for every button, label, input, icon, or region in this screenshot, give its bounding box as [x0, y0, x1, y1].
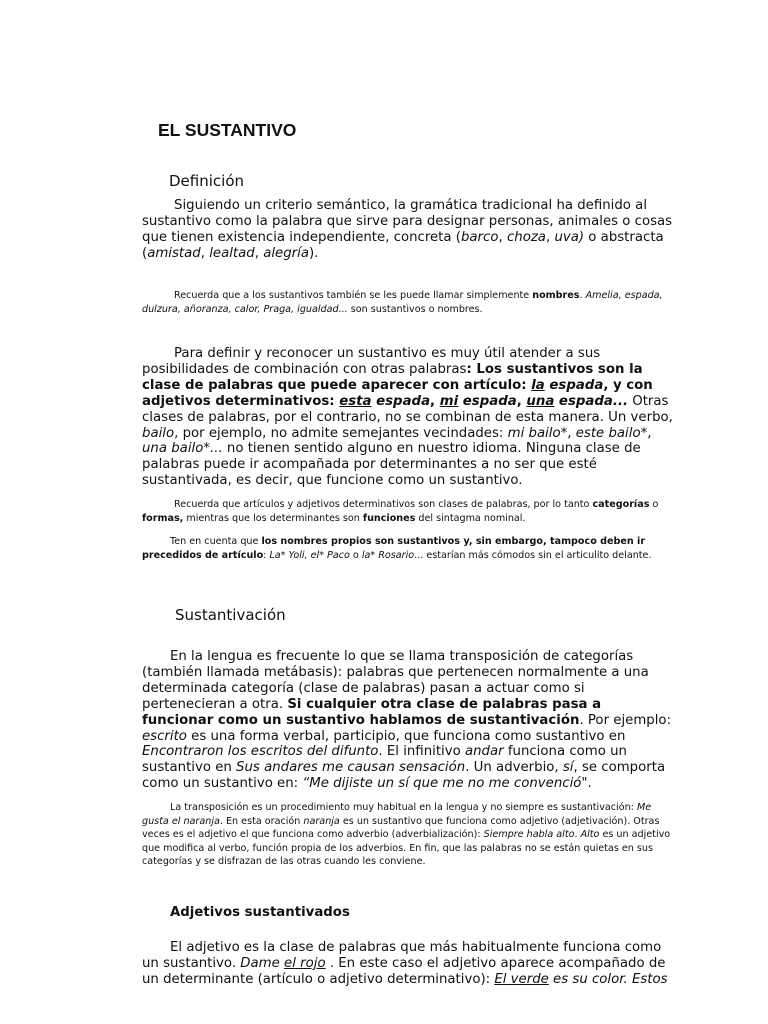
note-transposicion: La transposición es un procedimiento muy habitual en la lengua y no siempre es sustantivación: Me gusta el naranja. En esta oración naranja es un sustantivo que funciona como adjetivo (adjetivación). Otras veces es el adjetivo el que funciona como adverbio (adverbialización): Siempre habla alto. Alto es un adjetivo que modifica al verbo, función propia de los adverbios. En fin, que las palabras no se están quietas en sus categorías y se disfrazan de las otras cuando les conviene.: [142, 802, 671, 868]
section-heading-definicion: Definición: [169, 172, 244, 190]
note-nombres: Recuerda que a los sustantivos también se les puede llamar simplemente nombres. Amelia, espada, dulzura, añoranza, calor, Praga, igualdad... son sustantivos o nombres.: [142, 290, 663, 315]
sustantivacion-paragraph: En la lengua es frecuente lo que se llama transposición de categorías (también llamada metábasis): palabras que pertenecen normalmente a una determinada categoría (clase de palabras) pasan a actuar como si pertenecieran a otra. Si cualquier otra clase de palabras pasa a funcionar como un sustantivo hablamos de sustantivación. Por ejemplo: escrito es una forma verbal, participio, que funciona como sustantivo en Encontraron los escritos del difunto. El infinitivo andar funciona como un sustantivo en Sus andares me causan sensación. Un adverbio, sí, se comporta como un sustantivo en: “Me dijiste un sí que me no me convenció".: [142, 649, 672, 792]
section-heading-adjetivos-sustantivados: Adjetivos sustantivados: [170, 905, 350, 920]
section-heading-sustantivacion: Sustantivación: [175, 606, 286, 624]
adjetivos-paragraph: El adjetivo es la clase de palabras que más habitualmente funciona como un sustantivo. Dame el rojo . En este caso el adjetivo aparece acompañado de un determinante (artículo o adjetivo determinativo): El verde es su color. Estos: [142, 940, 668, 987]
combination-paragraph: Para definir y reconocer un sustantivo es muy útil atender a sus posibilidades de combinación con otras palabras: Los sustantivos son la clase de palabras que puede aparecer con artículo: la espada, y con adjetivos determinativos: esta espada, mi espada, una espada... Otras clases de palabras, por el contrario, no se combinan de esta manera. Un verbo, bailo, por ejemplo, no admite semejantes vecindades: mi bailo*, este bailo*, una bailo*... no tienen sentido alguno en nuestro idioma. Ninguna clase de palabras puede ir acompañada por determinantes a no ser que esté sustantivada, es decir, que funcione como un sustantivo.: [142, 346, 673, 489]
note-categorias: Recuerda que artículos y adjetivos determinativos son clases de palabras, por lo tanto categorías o formas, mientras que los determinantes son funciones del sintagma nominal.: [142, 499, 659, 524]
definition-paragraph: Siguiendo un criterio semántico, la gramática tradicional ha definido al sustantivo como la palabra que sirve para designar personas, animales o cosas que tienen existencia independiente, concreta (barco, choza, uva) o abstracta (amistad, lealtad, alegría).: [142, 198, 673, 261]
page-title: EL SUSTANTIVO: [158, 120, 297, 140]
note-nombres-propios: Ten en cuenta que los nombres propios son sustantivos y, sin embargo, tampoco deben ir precedidos de artículo: La* Yoli, el* Paco o la* Rosario... estarían más cómodos sin el articulito delante.: [142, 536, 652, 561]
